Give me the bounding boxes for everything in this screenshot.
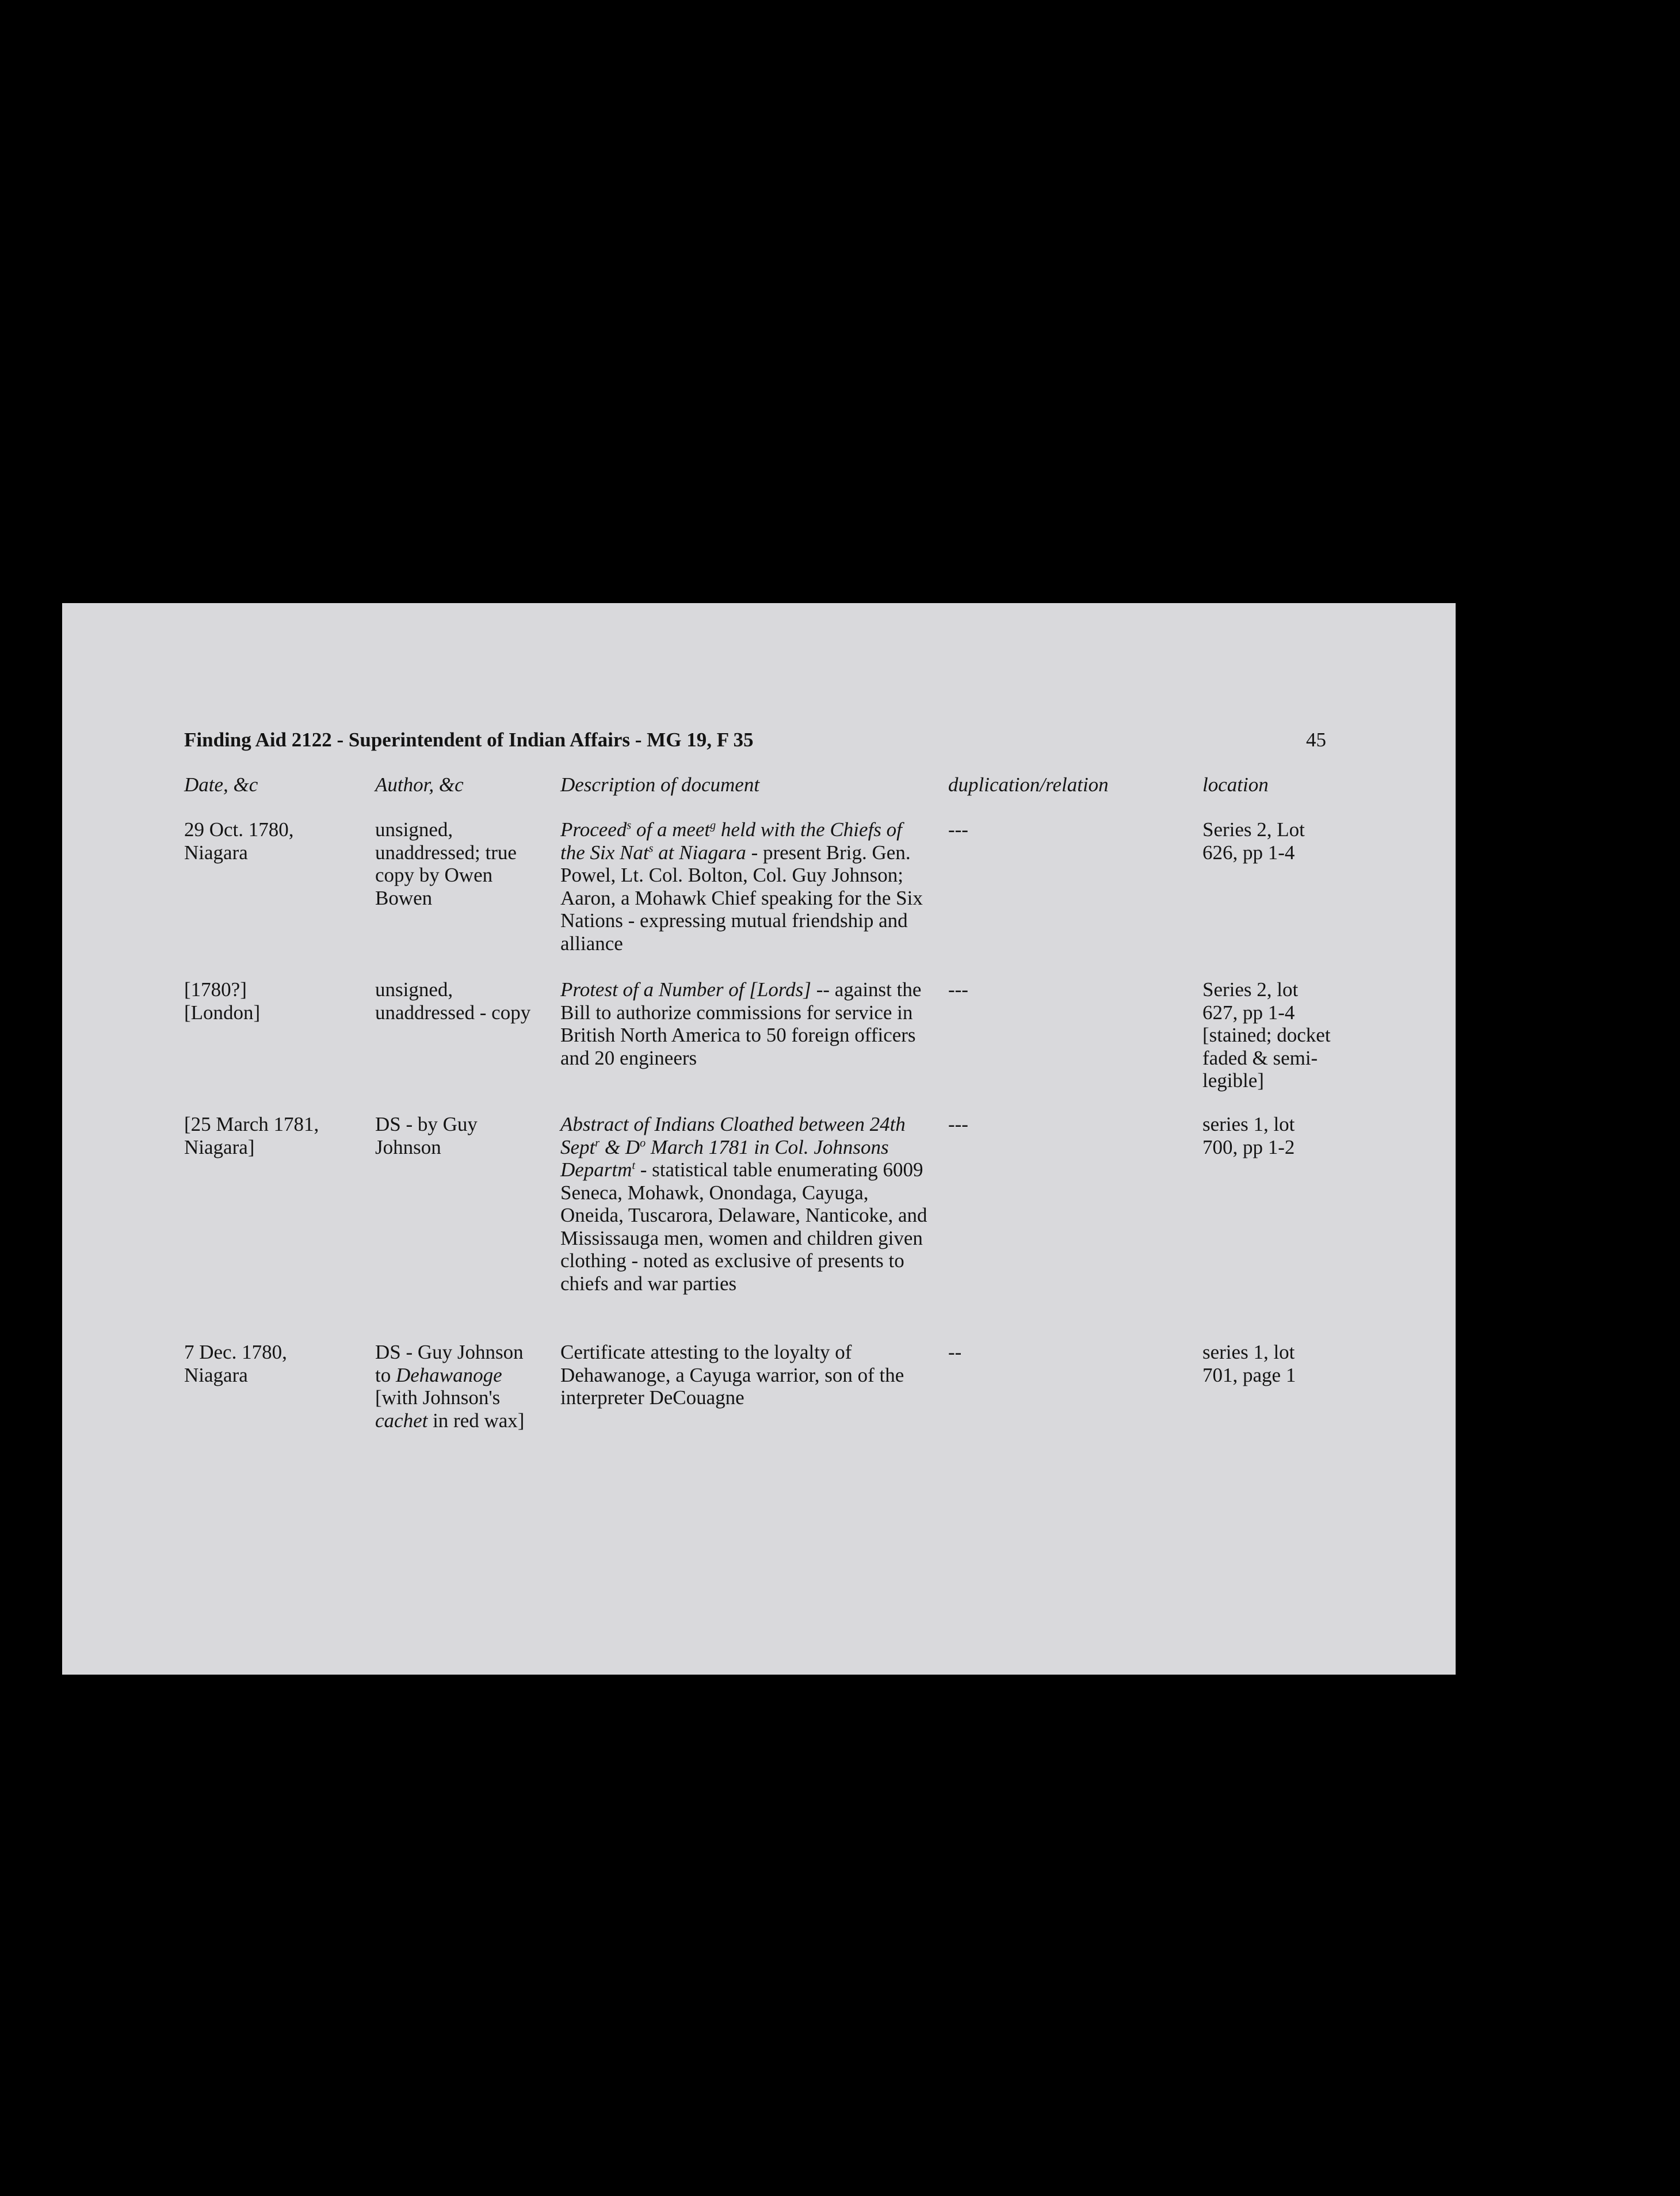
entry-description: Proceed$^s$ of a meet$^g$ held with the Chiefs of the Six Nat$^s$ at Niagara - present Brig. Gen. Powel, Lt. Col. Bolton, Col. Guy Johnson; Aaron, a Mohawk Chief speaking for the Six Nations - expressing mutual friendship and alliance [560,818,923,955]
page-title: Finding Aid 2122 - Superintendent of Indian Affairs - MG 19, F 35 [184,729,754,751]
entry-author: unsigned, unaddressed - copy [375,978,531,1024]
entry-date: 29 Oct. 1780, Niagara [184,818,294,864]
column-header-location: location [1202,773,1269,796]
entry-date: [1780?] [London] [184,978,261,1024]
document-page [62,603,1456,1675]
entry-date: 7 Dec. 1780, Niagara [184,1341,287,1386]
entry-location: series 1, lot 701, page 1 [1202,1341,1296,1386]
entry-description: Protest of a Number of [Lords] -- against the Bill to authorize commissions for service in British North America to 50 foreign officers and 20 engineers [560,978,922,1069]
entry-author: DS - by Guy Johnson [375,1113,478,1158]
entry-duplication: --- [948,978,968,1001]
entry-duplication: --- [948,1113,968,1135]
entry-duplication: -- [948,1341,962,1363]
entry-location: Series 2, lot 627, pp 1-4 [stained; docket faded & semi- legible] [1202,978,1331,1092]
entry-location: Series 2, Lot 626, pp 1-4 [1202,818,1305,864]
entry-author: unsigned, unaddressed; true copy by Owen Bowen [375,818,517,909]
entry-location: series 1, lot 700, pp 1-2 [1202,1113,1295,1158]
entry-duplication: --- [948,818,968,841]
column-header-author: Author, &c [375,773,464,796]
column-header-duplication: duplication/relation [948,773,1109,796]
entry-author: DS - Guy Johnson to Dehawanoge [with Johnson's cachet in red wax] [375,1341,525,1432]
entry-date: [25 March 1781, Niagara] [184,1113,319,1158]
page-number: 45 [1306,729,1326,751]
entry-description: Abstract of Indians Cloathed between 24th Sept$^r$ & $D^o$ March 1781 in Col. Johnsons Departm$^t$ - statistical table enumerating 6009 Seneca, Mohawk, Onondaga, Cayuga, Oneida, Tuscarora, Delaware, Nanticoke, and Mississauga men, women and children given clothing - noted as exclusive of presents to chiefs and war parties [560,1113,927,1295]
column-header-date: Date, &c [184,773,258,796]
entry-description: Certificate attesting to the loyalty of Dehawanoge, a Cayuga warrior, son of the interpreter DeCouagne [560,1341,904,1409]
column-header-description: Description of document [560,773,760,796]
